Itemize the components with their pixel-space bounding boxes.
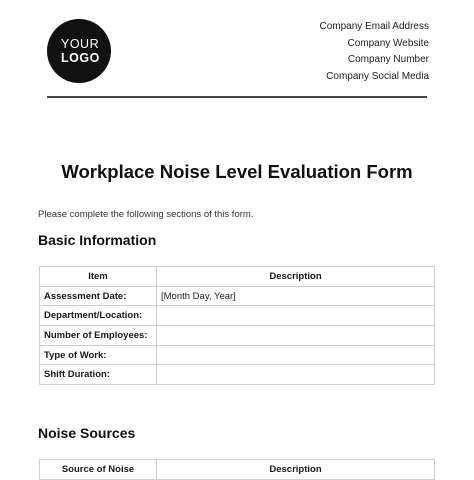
table-row [40, 286, 435, 306]
row-label: Department/Location: [40, 306, 157, 326]
noise-sources-table [39, 459, 435, 480]
table-header-row [40, 267, 435, 287]
type-of-work-field[interactable] [157, 345, 435, 365]
row-label: Number of Employees: [40, 326, 157, 346]
table-row [40, 345, 435, 365]
row-label: Type of Work: [40, 345, 157, 365]
shift-duration-field[interactable] [157, 365, 435, 385]
row-label: Shift Duration: [40, 365, 157, 385]
logo-text-line2: LOGO [61, 51, 100, 65]
assessment-date-field[interactable]: [Month Day, Year] [157, 286, 435, 306]
company-social: Company Social Media [326, 70, 429, 82]
basic-info-heading: Basic Information [38, 232, 157, 248]
intro-text: Please complete the following sections of this form. [38, 209, 254, 220]
company-logo [47, 19, 111, 83]
page-title: Workplace Noise Level Evaluation Form [61, 161, 413, 182]
department-location-field[interactable] [157, 306, 435, 326]
company-email: Company Email Address [319, 21, 429, 32]
company-info [320, 19, 430, 85]
column-header-item: Item [40, 267, 157, 287]
logo-text-line1: YOUR [61, 37, 100, 51]
column-header-description: Description [157, 267, 435, 287]
basic-info-table [39, 266, 435, 385]
table-row [40, 365, 435, 385]
row-label: Assessment Date: [40, 286, 157, 306]
company-number: Company Number [347, 54, 429, 65]
header-divider [47, 96, 427, 98]
column-header-source: Source of Noise [40, 460, 157, 480]
company-website: Company Website [347, 37, 429, 49]
table-header-row [40, 460, 435, 480]
column-header-description: Description [157, 460, 435, 480]
number-of-employees-field[interactable] [157, 326, 435, 346]
table-row [40, 326, 435, 346]
table-row [40, 306, 435, 326]
noise-sources-heading: Noise Sources [38, 425, 136, 441]
